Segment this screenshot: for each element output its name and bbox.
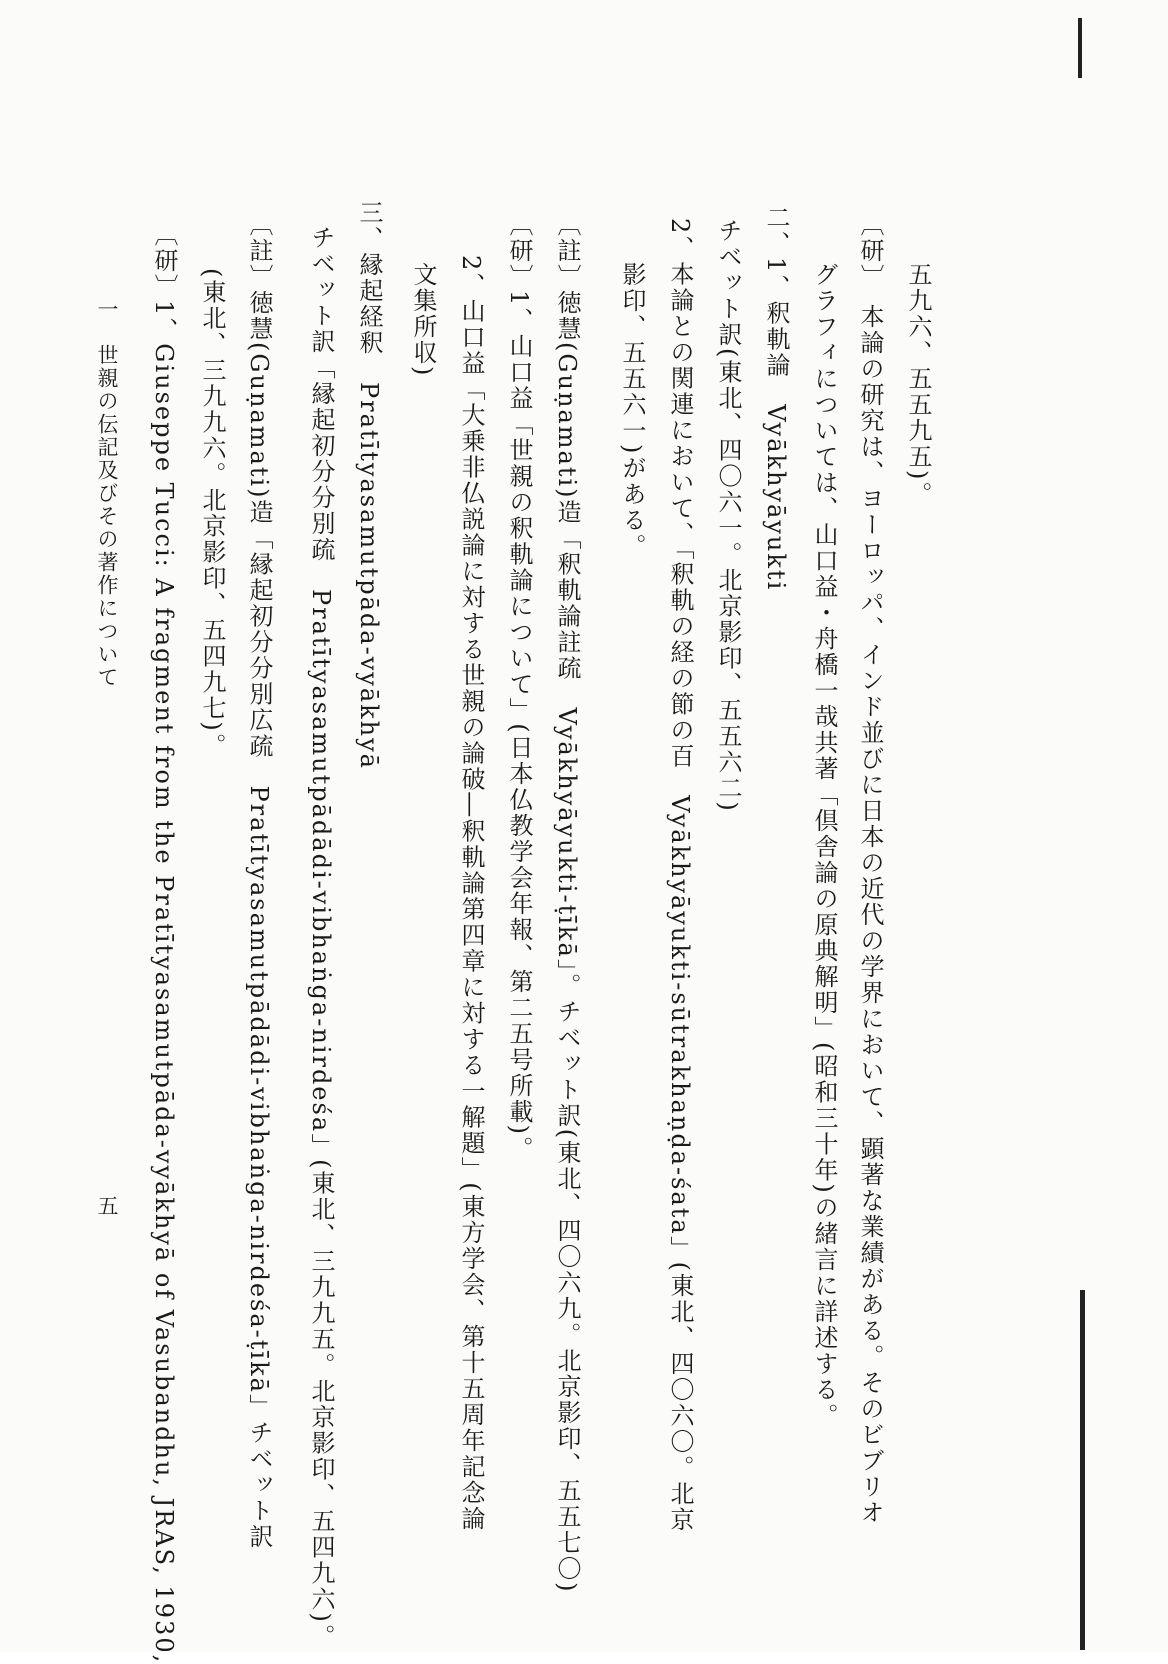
text-line-16: 〔研〕1、Giuseppe Tucci: A fragment from the Pratītyasamutpāda-vyākhyā of Vasubandhu, JRAS, 1930, — [150, 222, 178, 1664]
text-line-9: 〔研〕1、山口益「世親の釈軌論について」(日本仏教学会年報、第二五号所載)。 — [505, 212, 533, 1162]
text-line-8: 〔註〕徳慧(Guṇamati)造「釈軌論註疏 Vyākhyāyukti-ṭīkā」。チベット訳(東北、四〇六九。北京影印、五五七〇) — [553, 212, 581, 1594]
text-line-6: 2、本論との関連において、「釈軌の経の節の百 Vyākhyāyukti-sūtrakhaṇḍa-śata」(東北、四〇六〇。北京 — [666, 218, 694, 1534]
text-line-2: 〔研〕 本論の研究は、ヨーロッパ、インド並びに日本の近代の学界において、顕著な業績がある。そのビブリオ — [856, 212, 884, 1526]
text-line-13: チベット訳「縁起初分分別疏 Pratītyasamutpādādi-vibhaṅga-nirdeśa」(東北、三九九五。北京影印、五四九六)。 — [307, 225, 335, 1650]
running-footer-title: 一 世親の伝記及びその著作について — [95, 298, 119, 689]
text-line-15: (東北、三九九六。北京影印、五四九七)。 — [198, 268, 226, 759]
text-line-3: グラフィについては、山口益・舟橋一哉共著「倶舎論の原典解明」(昭和三十年)の緒言に詳述する。 — [810, 262, 838, 1429]
text-line-11: 文集所収) — [409, 262, 437, 378]
text-line-5: チベット訳(東北、四〇六一。北京影印、五五六二) — [714, 218, 742, 813]
binding-edge-mark — [1078, 18, 1082, 78]
text-line-7: 影印、五五六一)がある。 — [618, 262, 646, 560]
text-line-12: 三、縁起経釈 Pratītyasamutpāda-vyākhyā — [355, 200, 383, 770]
binding-edge-mark-lower — [1080, 1290, 1085, 1650]
text-line-14: 〔註〕徳慧(Guṇamati)造「縁起初分分別広疏 Pratītyasamutpādādi-vibhaṅga-nirdeśa-ṭīkā」チベット訳 — [245, 212, 273, 1550]
text-line-1: 五九六、五五九五)。 — [904, 262, 932, 508]
page-number: 五 — [95, 1195, 119, 1218]
text-line-10: 2、山口益「大乗非仏説論に対する世親の論破―釈軌論第四章に対する一解題」(東方学会、第十五周年記念論 — [457, 255, 485, 1532]
text-line-4: 二、1、釈軌論 Vyākhyāyukti — [762, 205, 790, 592]
